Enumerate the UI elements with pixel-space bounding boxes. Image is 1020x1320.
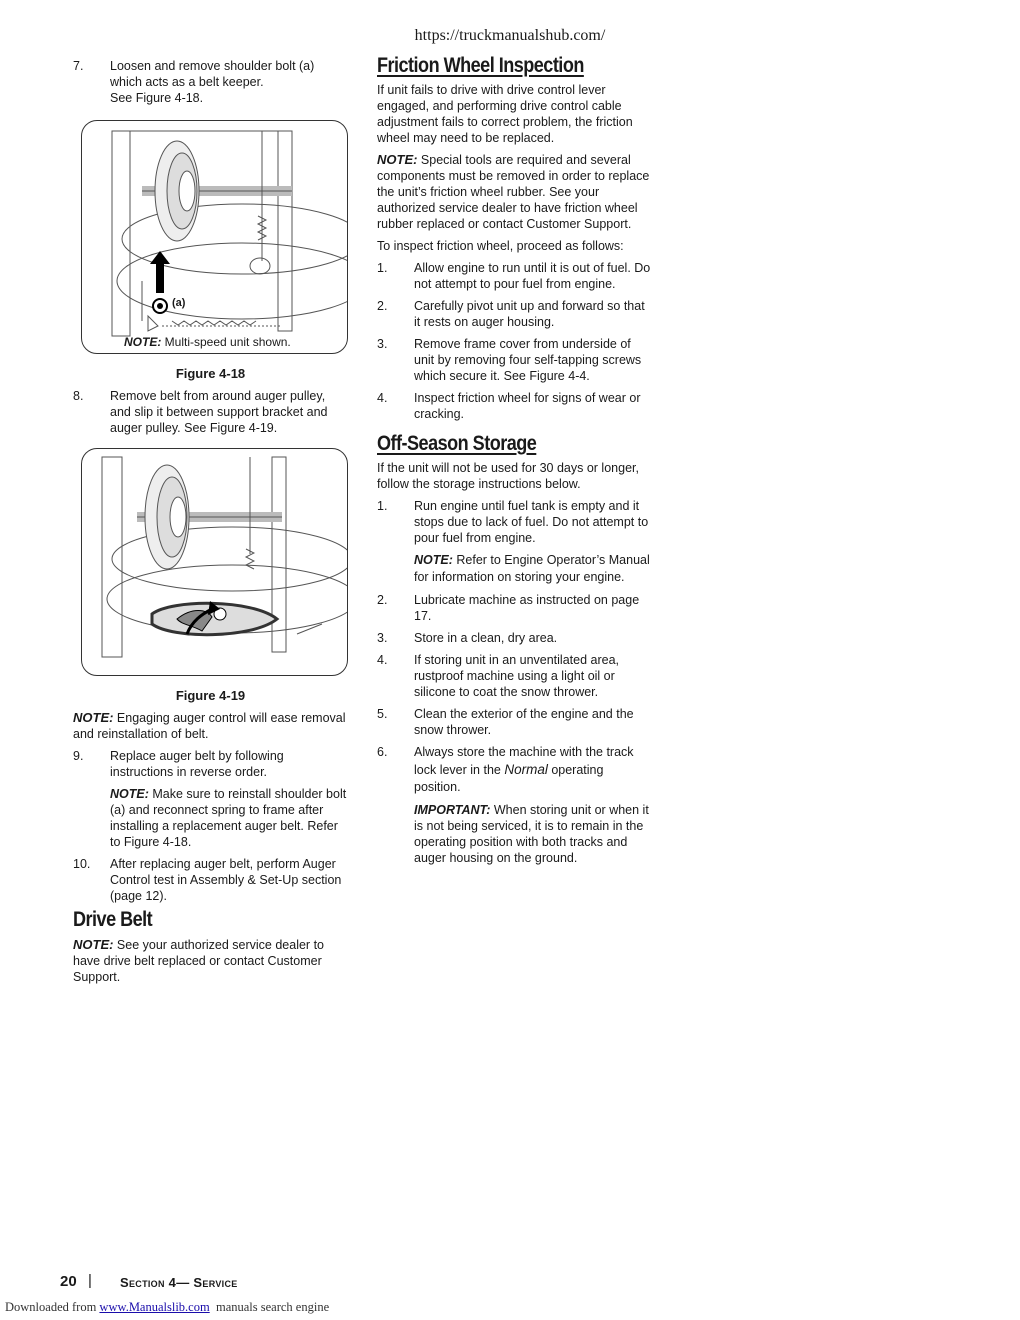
figure-caption: Figure 4-18 bbox=[175, 366, 246, 381]
step-7-line-3: See Figure 4-18. bbox=[110, 91, 204, 105]
step-text: Remove frame cover from underside of unit by removing four self-tapping screws which secure it. See Figure 4-4. bbox=[414, 337, 642, 383]
step-10 bbox=[73, 856, 348, 904]
step-7 bbox=[73, 58, 348, 106]
auger-belt-illustration bbox=[82, 449, 347, 675]
auger-pulley-illustration bbox=[82, 121, 347, 353]
step-number: 9. bbox=[73, 749, 84, 763]
step-number: 1. bbox=[377, 261, 388, 275]
figure-4-19 bbox=[81, 448, 348, 676]
friction-step-1 bbox=[377, 260, 652, 292]
step-8 bbox=[73, 388, 348, 436]
step-number: 2. bbox=[377, 299, 388, 313]
up-arrow-icon bbox=[150, 251, 170, 293]
figure-note bbox=[124, 334, 291, 350]
step-text: Clean the exterior of the engine and the snow thrower. bbox=[414, 707, 634, 737]
step-text: Inspect friction wheel for signs of wear or cracking. bbox=[414, 391, 641, 421]
step-text: After replacing auger belt, perform Auger Control test in Assembly & Set-Up section (page 12). bbox=[110, 857, 342, 903]
friction-step-3 bbox=[377, 336, 652, 384]
step-text bbox=[414, 744, 652, 796]
important-label: IMPORTANT: bbox=[414, 803, 491, 817]
downloaded-from-line bbox=[5, 1299, 329, 1315]
step-6-text-end: operating position. bbox=[414, 763, 604, 794]
step-number: 6. bbox=[377, 745, 388, 759]
step-text: Run engine until fuel tank is empty and it stops due to lack of fuel. Do not attempt to pour fuel from engine. bbox=[414, 499, 649, 545]
note-text: See your authorized service dealer to have drive belt replaced or contact Customer Support. bbox=[73, 938, 324, 984]
step-number: 8. bbox=[73, 389, 84, 403]
note-label: NOTE: bbox=[73, 937, 114, 952]
note-text: Engaging auger control will ease removal and reinstallation of belt. bbox=[73, 711, 346, 741]
manualslib-link[interactable]: www.Manualslib.com bbox=[99, 1300, 210, 1314]
step-number: 2. bbox=[377, 593, 388, 607]
right-column bbox=[377, 54, 652, 872]
step-7-line-2: which acts as a belt keeper. bbox=[110, 75, 264, 89]
heading-drive-belt: Drive Belt bbox=[73, 908, 153, 931]
figure-callout-a: (a) bbox=[172, 297, 186, 309]
step-number: 4. bbox=[377, 653, 388, 667]
left-column bbox=[73, 58, 348, 991]
step-text: Remove belt from around auger pulley, and slip it between support bracket and auger pulley. See Figure 4-19. bbox=[110, 389, 328, 435]
friction-proceed: To inspect friction wheel, proceed as follows: bbox=[377, 239, 624, 253]
step-text bbox=[110, 58, 348, 106]
storage-step-6 bbox=[377, 744, 652, 796]
friction-intro: If unit fails to drive with drive control lever engaged, and performing drive control cable adjustment fails to correct problem, the friction wheel may need to be replaced. bbox=[377, 83, 633, 145]
step-number: 1. bbox=[377, 499, 388, 513]
note-text: Refer to Engine Operator’s Manual for information on storing your engine. bbox=[414, 553, 650, 584]
footer-section-title: Section 4— Service bbox=[120, 1275, 238, 1290]
note-shoulder-bolt bbox=[110, 786, 348, 850]
header-url[interactable]: https://truckmanualshub.com/ bbox=[414, 27, 606, 44]
footer-separator: | bbox=[88, 1272, 92, 1289]
step-7-line-1: Loosen and remove shoulder bolt (a) bbox=[110, 59, 315, 73]
note-text: Multi-speed unit shown. bbox=[161, 335, 291, 349]
note-auger-control bbox=[73, 710, 348, 742]
storage-note-engine bbox=[414, 552, 652, 586]
note-label: NOTE: bbox=[110, 787, 149, 801]
step-text: Store in a clean, dry area. bbox=[414, 631, 558, 645]
step-text: Carefully pivot unit up and forward so that it rests on auger housing. bbox=[414, 299, 645, 329]
storage-important bbox=[414, 802, 652, 866]
friction-step-4 bbox=[377, 390, 652, 422]
important-text: When storing unit or when it is not being serviced, it is to remain in the operating position with both tracks and auger housing on the ground. bbox=[414, 803, 649, 865]
friction-note bbox=[377, 152, 652, 232]
figure-caption: Figure 4-19 bbox=[175, 688, 246, 703]
step-number: 7. bbox=[73, 59, 84, 73]
step-number: 10. bbox=[73, 857, 91, 871]
storage-step-3 bbox=[377, 630, 652, 646]
step-number: 4. bbox=[377, 391, 388, 405]
step-number: 5. bbox=[377, 707, 388, 721]
figure-4-18 bbox=[81, 120, 348, 354]
step-6-text-start: Always store the machine with the track lock lever in the bbox=[414, 745, 634, 777]
page-number: 20 bbox=[60, 1273, 77, 1290]
heading-off-season-storage: Off-Season Storage bbox=[377, 432, 537, 455]
storage-intro: If the unit will not be used for 30 days or longer, follow the storage instructions below. bbox=[377, 461, 639, 491]
storage-step-2 bbox=[377, 592, 652, 624]
heading-friction-wheel-inspection: Friction Wheel Inspection bbox=[377, 54, 584, 77]
note-label: NOTE: bbox=[414, 553, 453, 567]
downloaded-prefix: Downloaded from bbox=[5, 1300, 100, 1314]
storage-step-1 bbox=[377, 498, 652, 546]
note-label: NOTE: bbox=[377, 152, 418, 167]
step-text: Replace auger belt by following instructions in reverse order. bbox=[110, 749, 284, 779]
note-text: Special tools are required and several components must be removed in order to replace the unit’s friction wheel rubber. See your authorized service dealer to have friction wheel rubber replaced or contact Customer Support. bbox=[377, 153, 650, 231]
friction-step-2 bbox=[377, 298, 652, 330]
note-label: NOTE: bbox=[73, 710, 114, 725]
storage-step-5 bbox=[377, 706, 652, 738]
step-text: If storing unit in an unventilated area, rustproof machine using a light oil or silicone to coat the snow thrower. bbox=[414, 653, 619, 699]
note-label: NOTE: bbox=[124, 335, 162, 349]
step-9 bbox=[73, 748, 348, 780]
note-drive-belt bbox=[73, 937, 348, 985]
storage-step-4 bbox=[377, 652, 652, 700]
step-text: Lubricate machine as instructed on page 17. bbox=[414, 593, 640, 623]
normal-term: Normal bbox=[504, 762, 548, 777]
step-text: Allow engine to run until it is out of fuel. Do not attempt to pour fuel from engine. bbox=[414, 261, 651, 291]
downloaded-suffix: manuals search engine bbox=[209, 1300, 330, 1314]
note-text: Make sure to reinstall shoulder bolt (a) and reconnect spring to frame after installing a replacement auger belt. Refer to Figure 4-18. bbox=[110, 787, 347, 849]
step-number: 3. bbox=[377, 631, 388, 645]
step-number: 3. bbox=[377, 337, 388, 351]
